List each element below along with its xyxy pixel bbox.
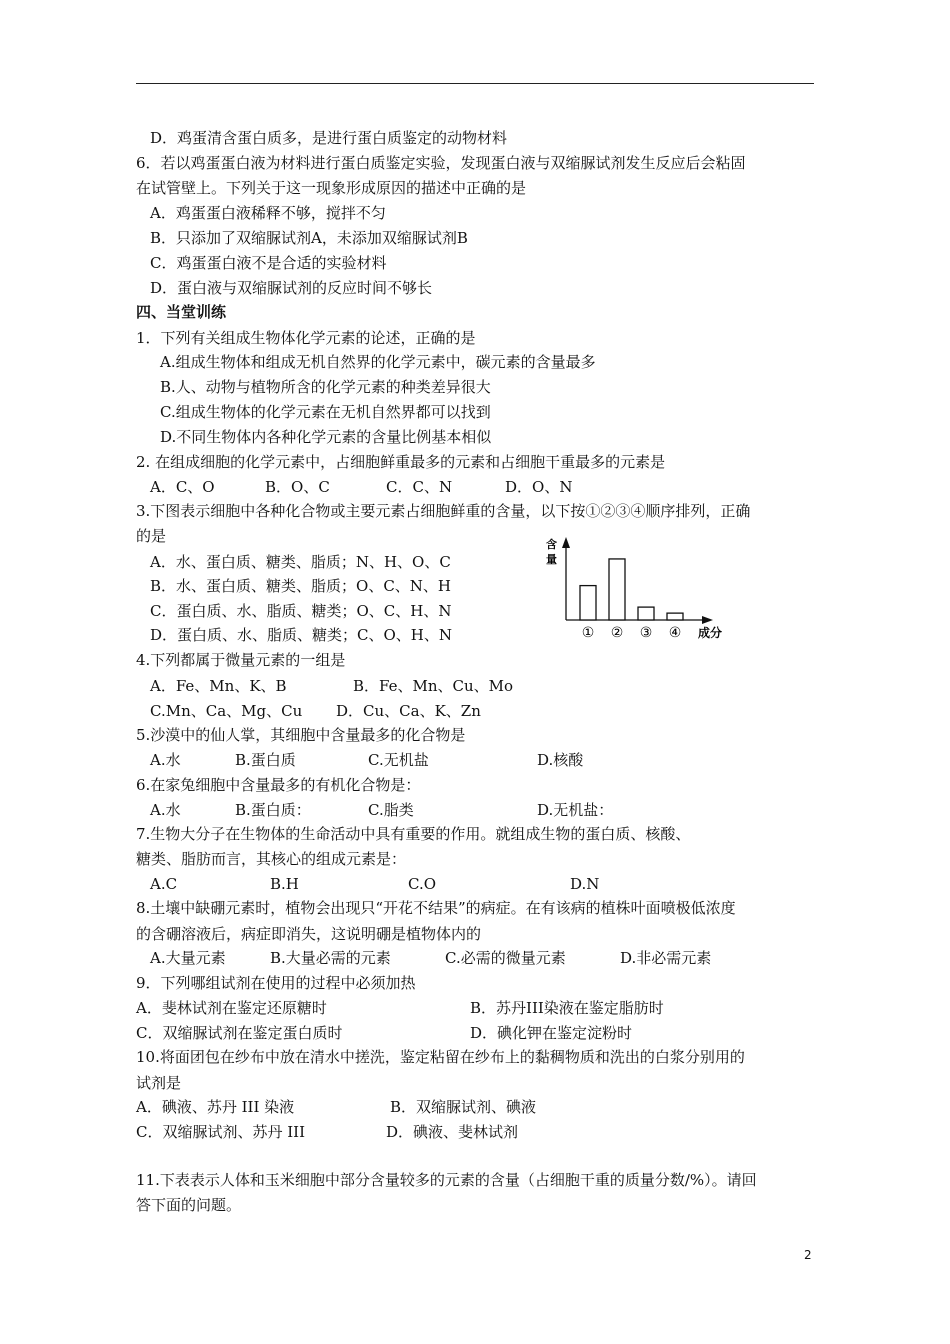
text-line-56: 10.将面团包在纱布中放在清水中搓洗，鉴定粘留在纱布上的黏稠物质和洗出的白浆分别用的 — [136, 1048, 745, 1066]
text-line-34: 6.在家兔细胞中含量最多的有机化合物是： — [136, 776, 421, 794]
text-line-32: C.无机盐 — [368, 751, 429, 769]
bar-1 — [580, 586, 596, 620]
x-axis-label: 成分 — [698, 626, 723, 640]
bar-4 — [667, 613, 683, 620]
text-line-4: B．只添加了双缩脲试剂A，未添加双缩脲试剂B — [150, 229, 468, 247]
text-line-49: C.必需的微量元素 — [445, 949, 566, 967]
text-line-38: D.无机盐： — [537, 801, 614, 819]
text-line-27: C.Mn、Ca、Mg、Cu — [150, 702, 303, 720]
text-line-41: A.C — [150, 875, 178, 893]
text-line-30: A.水 — [150, 751, 181, 769]
bars — [580, 559, 683, 641]
text-line-57: 试剂是 — [136, 1074, 182, 1092]
tick-label-2: ② — [610, 625, 624, 641]
text-line-20: A．水、蛋白质、糖类、脂质；N、H、O、C — [150, 553, 451, 571]
text-line-16: C．C、N — [386, 478, 453, 496]
text-line-53: B．苏丹III染液在鉴定脂肪时 — [470, 999, 664, 1017]
text-line-13: 2. 在组成细胞的化学元素中，占细胞鲜重最多的元素和占细胞干重最多的元素是 — [136, 453, 666, 471]
text-line-11: C.组成生物体的化学元素在无机自然界都可以找到 — [160, 403, 491, 421]
tick-label-4: ④ — [668, 625, 682, 641]
text-line-47: A.大量元素 — [150, 949, 226, 967]
text-line-7: 四、当堂训练 — [136, 303, 227, 321]
text-line-61: D．碘液、斐林试剂 — [386, 1123, 519, 1141]
bar-chart — [546, 528, 736, 646]
text-line-14: A．C、O — [150, 478, 215, 496]
y-axis-arrow — [562, 537, 570, 548]
text-line-22: C．蛋白质、水、脂质、糖类；O、C、H、N — [150, 602, 452, 620]
text-line-42: B.H — [270, 875, 299, 893]
text-line-8: 1．下列有关组成生物体化学元素的论述，正确的是 — [136, 329, 476, 347]
text-line-1: 6．若以鸡蛋蛋白液为材料进行蛋白质鉴定实验，发现蛋白液与双缩脲试剂发生反应后会粘固 — [136, 154, 746, 172]
header-rule — [136, 83, 814, 84]
text-line-5: C．鸡蛋蛋白液不是合适的实验材料 — [150, 254, 387, 272]
text-line-55: D．碘化钾在鉴定淀粉时 — [470, 1024, 633, 1042]
text-line-12: D.不同生物体内各种化学元素的含量比例基本相似 — [160, 428, 492, 446]
y-axis-label-1: 含 — [546, 538, 557, 551]
text-line-17: D．O、N — [505, 478, 573, 496]
x-axis-arrow — [702, 616, 713, 624]
y-axis-label-2: 量 — [546, 553, 557, 566]
text-line-28: D．Cu、Ca、K、Zn — [336, 702, 481, 720]
text-line-50: D.非必需元素 — [620, 949, 712, 967]
text-line-25: A．Fe、Mn、K、B — [150, 677, 287, 695]
text-line-35: A.水 — [150, 801, 181, 819]
text-line-29: 5.沙漠中的仙人掌，其细胞中含量最多的化合物是 — [136, 726, 466, 744]
text-line-54: C．双缩脲试剂在鉴定蛋白质时 — [136, 1024, 343, 1042]
text-line-59: B．双缩脲试剂、碘液 — [390, 1098, 537, 1116]
text-line-48: B.大量必需的元素 — [270, 949, 391, 967]
text-line-18: 3.下图表示细胞中各种化合物或主要元素占细胞鲜重的含量，以下按①②③④顺序排列，正确 — [136, 502, 751, 520]
bar-3 — [638, 607, 654, 620]
bar-2 — [609, 559, 625, 620]
text-line-63: 答下面的问题。 — [136, 1196, 242, 1214]
text-line-52: A．斐林试剂在鉴定还原糖时 — [136, 999, 327, 1017]
text-line-0: D．鸡蛋清含蛋白质多，是进行蛋白质鉴定的动物材料 — [150, 129, 508, 147]
text-line-60: C．双缩脲试剂、苏丹 III — [136, 1123, 306, 1141]
text-line-26: B．Fe、Mn、Cu、Mo — [353, 677, 514, 695]
text-line-6: D．蛋白液与双缩脲试剂的反应时间不够长 — [150, 279, 433, 297]
text-line-58: A．碘液、苏丹 III 染液 — [136, 1098, 295, 1116]
text-line-23: D．蛋白质、水、脂质、糖类；C、O、H、N — [150, 626, 453, 644]
text-line-36: B.蛋白质： — [235, 801, 311, 819]
page-number: 2 — [804, 1248, 812, 1262]
text-line-33: D.核酸 — [537, 751, 584, 769]
tick-label-3: ③ — [639, 625, 653, 641]
text-line-62: 11.下表表示人体和玉米细胞中部分含量较多的元素的含量（占细胞干重的质量分数/%）。请回 — [136, 1171, 757, 1189]
text-line-37: C.脂类 — [368, 801, 414, 819]
text-line-31: B.蛋白质 — [235, 751, 296, 769]
text-line-19: 的是 — [136, 527, 167, 545]
text-line-15: B．O、C — [265, 478, 330, 496]
text-line-3: A．鸡蛋蛋白液稀释不够，搅拌不匀 — [150, 204, 386, 222]
tick-label-1: ① — [581, 625, 595, 641]
text-line-2: 在试管壁上。下列关于这一现象形成原因的描述中正确的是 — [136, 179, 527, 197]
text-line-24: 4.下列都属于微量元素的一组是 — [136, 651, 346, 669]
text-line-51: 9．下列哪组试剂在使用的过程中必须加热 — [136, 974, 416, 992]
text-line-44: D.N — [570, 875, 600, 893]
text-line-9: A.组成生物体和组成无机自然界的化学元素中，碳元素的含量最多 — [160, 353, 596, 371]
text-line-39: 7.生物大分子在生物体的生命活动中具有重要的作用。就组成生物的蛋白质、核酸、 — [136, 825, 691, 843]
text-line-40: 糖类、脂肪而言，其核心的组成元素是： — [136, 850, 407, 868]
text-line-43: C.O — [408, 875, 437, 893]
text-line-21: B．水、蛋白质、糖类、脂质；O、C、N、H — [150, 577, 452, 595]
text-line-46: 的含硼溶液后，病症即消失，这说明硼是植物体内的 — [136, 925, 482, 943]
text-line-45: 8.土壤中缺硼元素时，植物会出现只“开花不结果”的病症。在有该病的植株叶面喷极低浓度 — [136, 899, 736, 917]
text-line-10: B.人、动物与植物所含的化学元素的种类差异很大 — [160, 378, 491, 396]
